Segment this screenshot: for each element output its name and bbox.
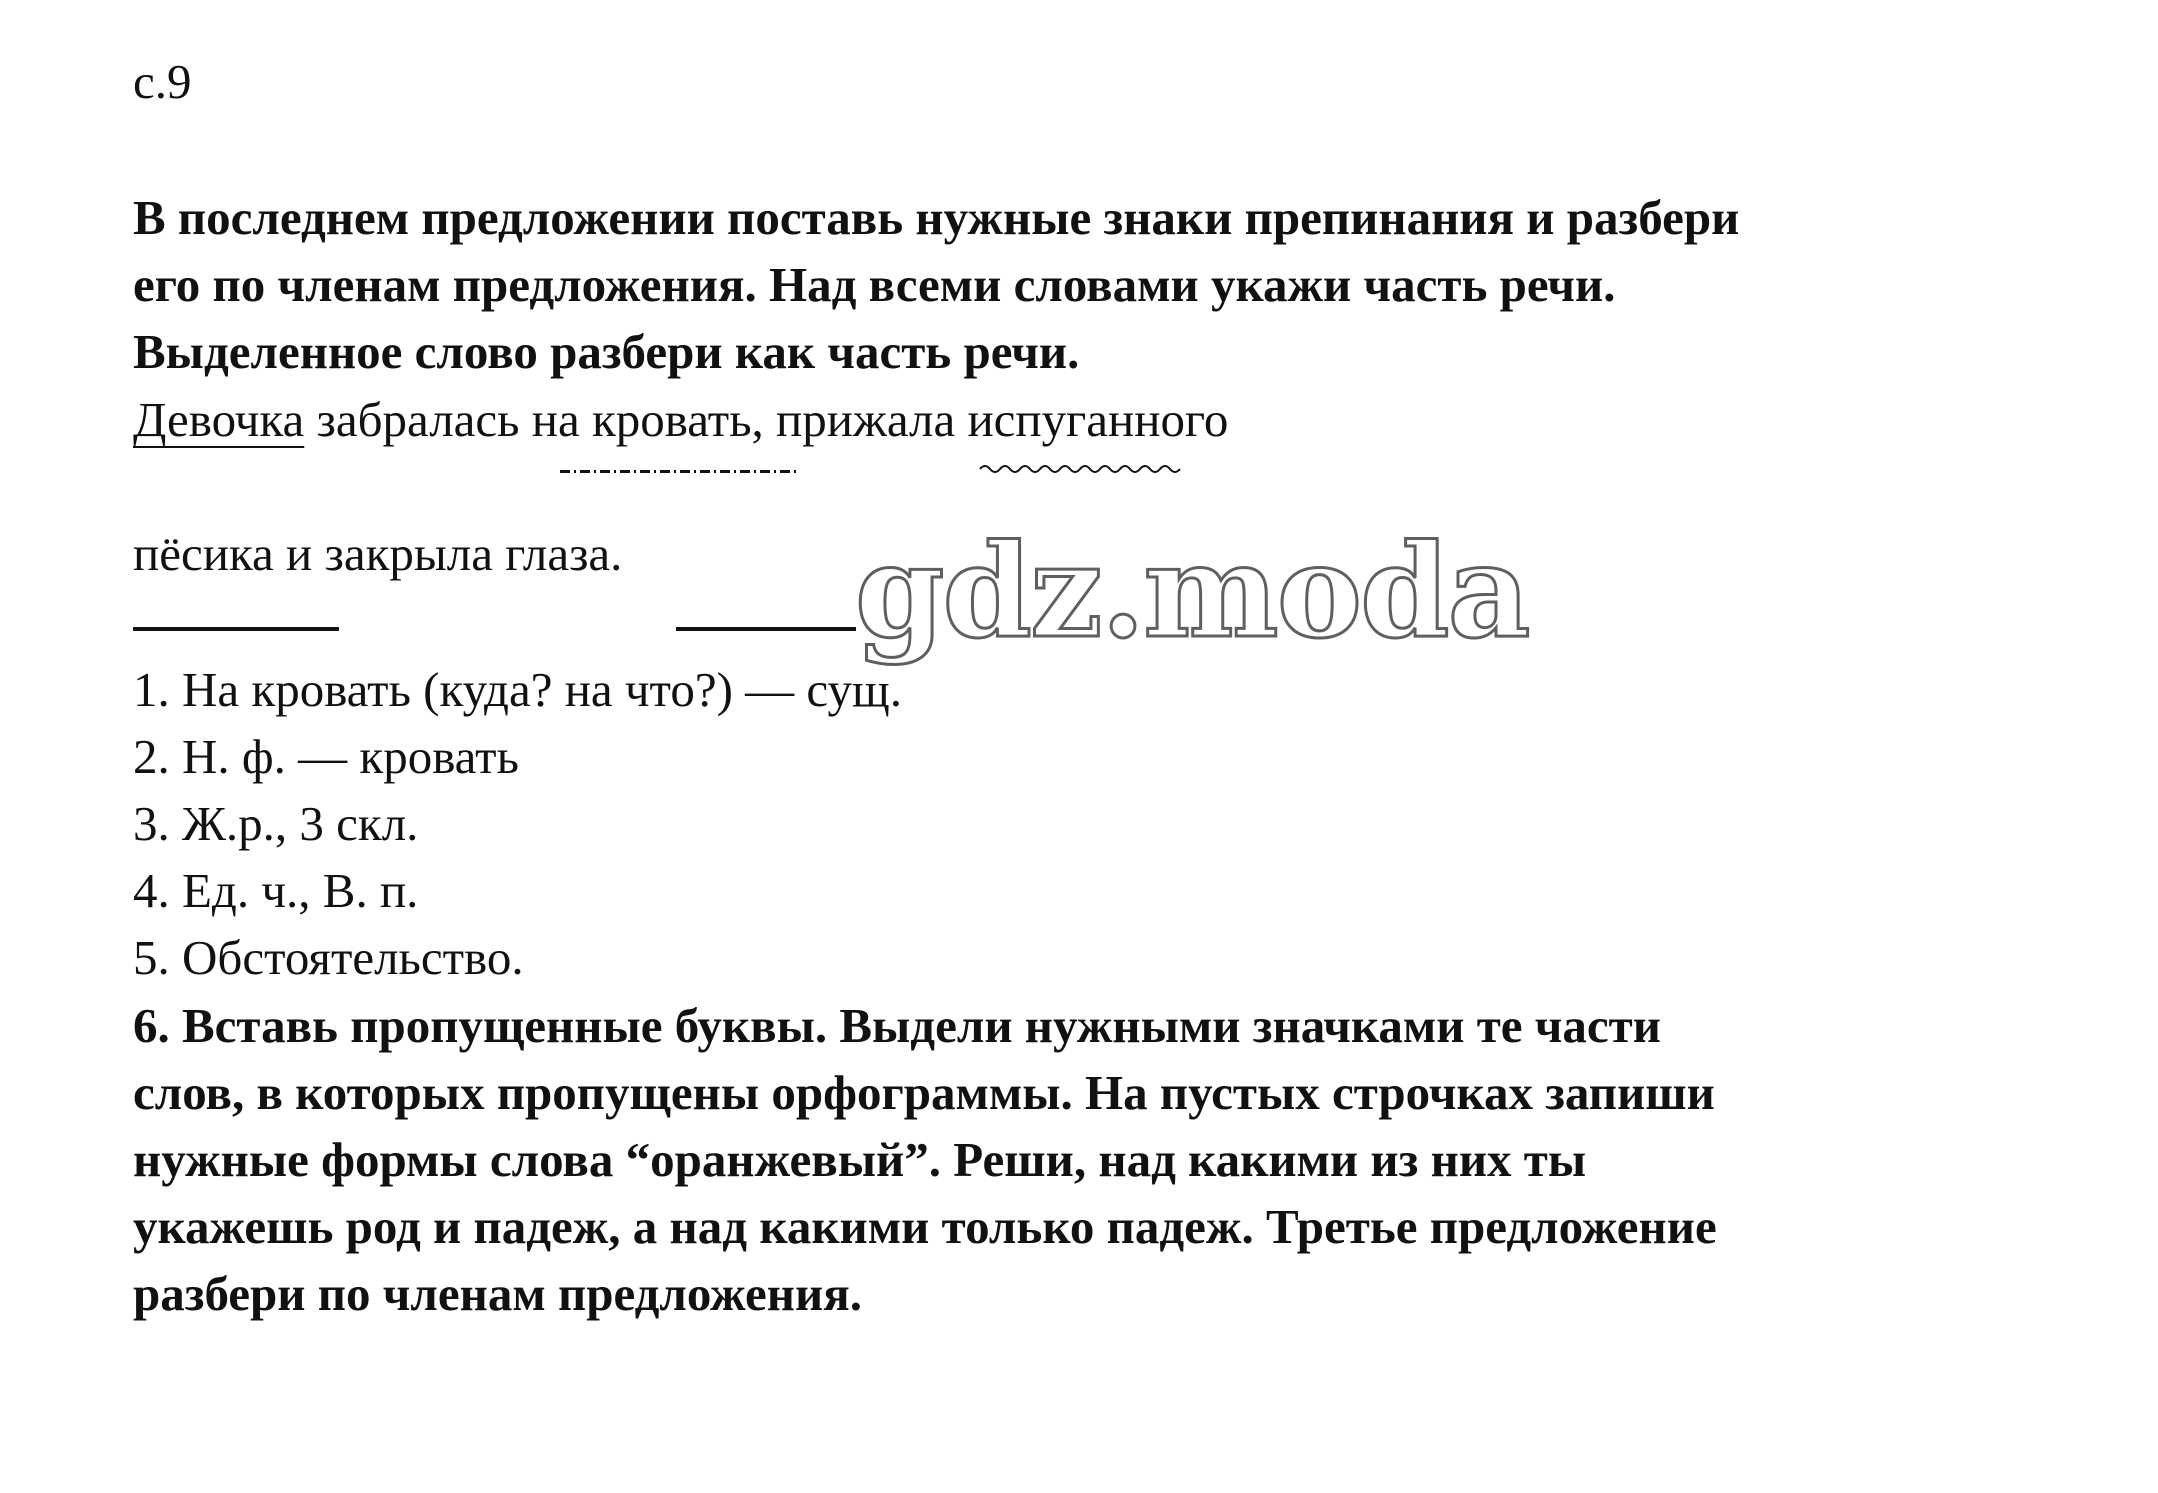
object-underline-mark [133,627,339,631]
task6-line-4: укажешь род и падеж, а над какими только падеж. Третье предложение [133,1199,1717,1254]
object-underline-mark-2 [676,627,856,631]
page-number: с.9 [133,54,192,109]
analysis-line-2: 2. Н. ф. — кровать [133,729,519,784]
task6-line-1: 6. Вставь пропущенные буквы. Выдели нужными значками те части [133,998,1661,1053]
task6-line-2: слов, в которых пропущены орфограммы. На пустых строчках запиши [133,1065,1715,1120]
adverbial-dash-dot-mark [560,470,800,473]
task5-instruction-line-2: его по членам предложения. Над всеми словами укажи часть речи. [133,257,1616,312]
analysis-line-5: 5. Обстоятельство. [133,930,524,985]
sentence-subject: Девочка [133,392,305,447]
attribute-wavy-mark [980,462,1180,476]
task6-line-3: нужные формы слова “оранжевый”. Реши, над какими из них ты [133,1132,1587,1187]
analysis-line-1: 1. На кровать (куда? на что?) — сущ. [133,662,902,717]
task6-line-5: разбери по членам предложения. [133,1266,862,1321]
sentence-line-2: пёсика и закрыла глаза. [133,526,623,581]
task5-instruction-line-3: Выделенное слово разбери как часть речи. [133,324,1080,379]
sentence-line-1 [133,390,1228,450]
task5-instruction-line-1: В последнем предложении поставь нужные знаки препинания и разбери [133,190,1740,245]
analysis-line-4: 4. Ед. ч., В. п. [133,863,419,918]
sentence-line-1-rest: забралась на кровать, прижала испуганного [304,392,1229,447]
watermark: gdz.moda [855,517,1529,667]
analysis-line-3: 3. Ж.р., 3 скл. [133,796,419,851]
